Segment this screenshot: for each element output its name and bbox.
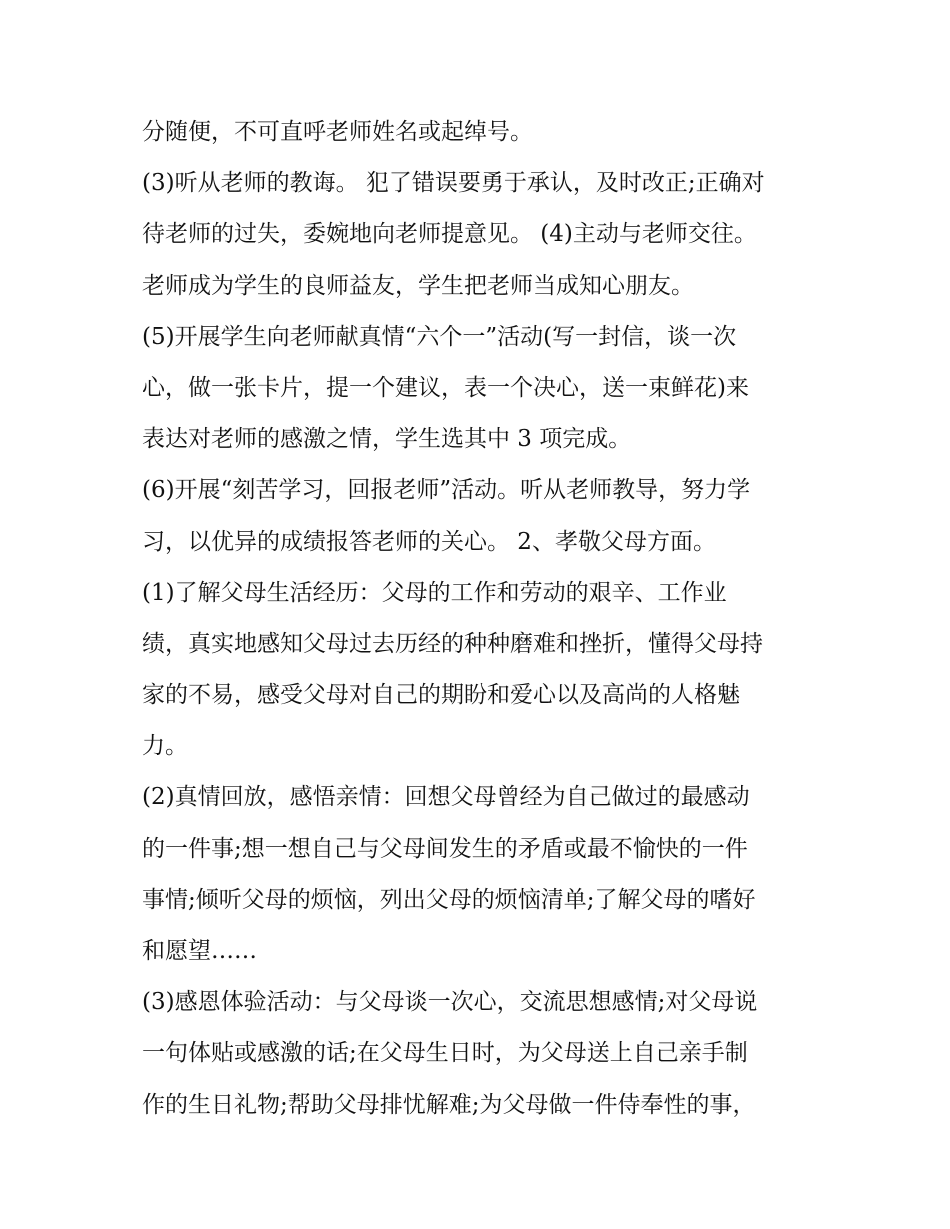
text-line: 老师成为学生的良师益友，学生把老师当成知心朋友。 bbox=[142, 272, 694, 299]
text-line: (1)了解父母生活经历：父母的工作和劳动的艰辛、工作业 bbox=[142, 579, 727, 606]
text-line: (5)开展学生向老师献真情“六个一”活动(写一封信，谈一次 bbox=[142, 323, 737, 350]
text-line: (3)感恩体验活动：与父母谈一次心，交流思想感情;对父母说 bbox=[142, 989, 758, 1016]
document-body bbox=[142, 107, 822, 1131]
text-line: 作的生日礼物;帮助父母排忧解难;为父母做一件侍奉性的事， bbox=[142, 1091, 756, 1118]
text-line: (3)听从老师的教诲。 犯了错误要勇于承认，及时改正;正确对 bbox=[142, 170, 765, 197]
text-line: 表达对老师的感激之情，学生选其中 3 项完成。 bbox=[142, 426, 632, 453]
text-line: 家的不易，感受父母对自己的期盼和爱心以及高尚的人格魅 bbox=[142, 682, 740, 709]
text-line: 一句体贴或感激的话;在父母生日时，为父母送上自己亲手制 bbox=[142, 1040, 748, 1067]
text-line: 心，做一张卡片，提一个建议，表一个决心，送一束鲜花)来 bbox=[142, 374, 749, 401]
text-line: 事情;倾听父母的烦恼，列出父母的烦恼清单;了解父母的嗜好 bbox=[142, 886, 756, 913]
text-line: 和愿望…… bbox=[142, 938, 257, 964]
text-line: 的一件事;想一想自己与父母间发生的矛盾或最不愉快的一件 bbox=[142, 835, 748, 862]
text-line: 待老师的过失，委婉地向老师提意见。 (4)主动与老师交往。 bbox=[142, 221, 757, 248]
text-line: (6)开展“刻苦学习，回报老师”活动。听从老师教导，努力学 bbox=[142, 477, 751, 504]
text-line: 力。 bbox=[142, 733, 188, 760]
text-line: 分随便，不可直呼老师姓名或起绰号。 bbox=[142, 119, 533, 145]
text-line: (2)真情回放，感悟亲情：回想父母曾经为自己做过的最感动 bbox=[142, 784, 750, 811]
text-line: 习，以优异的成绩报答老师的关心。 2、孝敬父母方面。 bbox=[142, 528, 716, 555]
text-line: 绩，真实地感知父母过去历经的种种磨难和挫折，懂得父母持 bbox=[142, 630, 763, 657]
